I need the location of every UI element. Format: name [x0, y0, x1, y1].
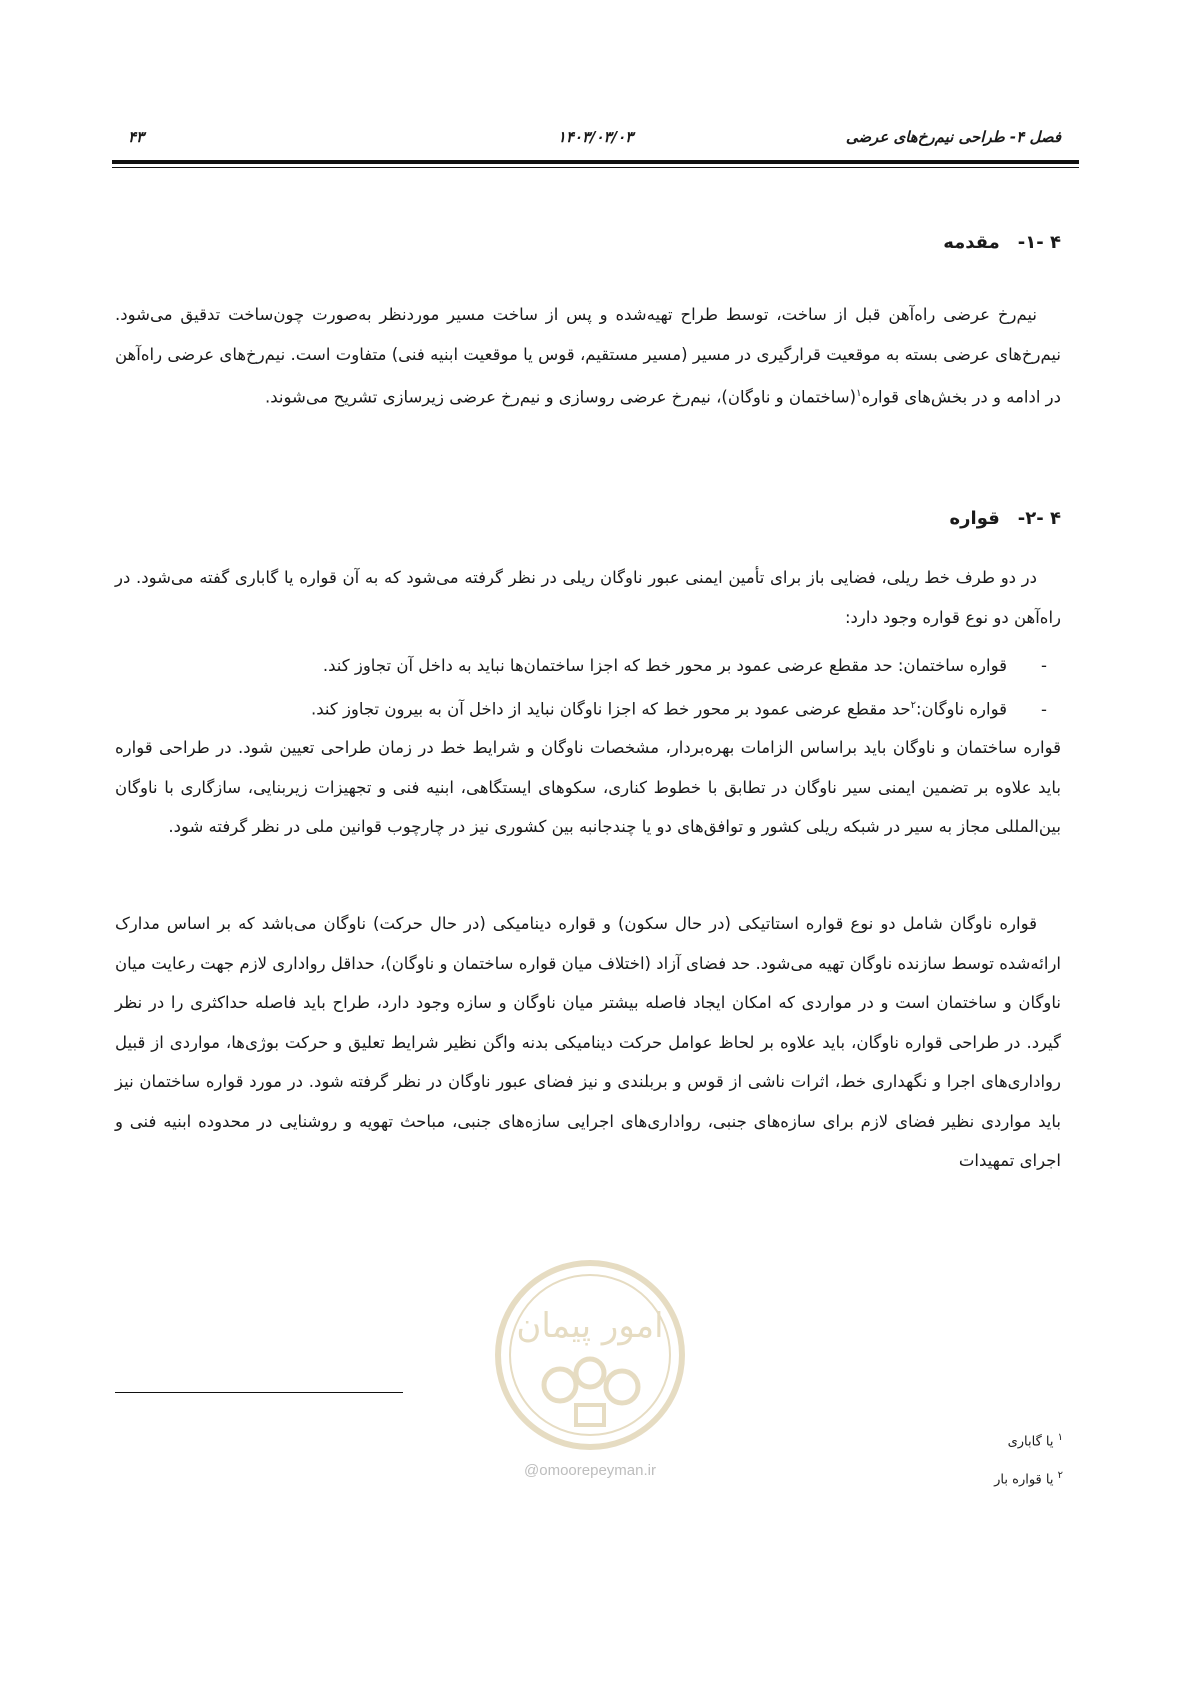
bullet-text: قواره ناوگان: [916, 699, 1007, 719]
footnote-ref: ۲ [910, 700, 916, 711]
bullet-item [115, 686, 1061, 729]
bullet-dash: - [1041, 699, 1047, 719]
header-rule-thick [112, 160, 1079, 164]
bullet-text: حد مقطع عرضی عمود بر محور خط که اجزا ناوگان نباید از داخل آن به بیرون تجاوز کند. [310, 699, 911, 719]
paragraph-text: نیم‌رخ عرضی راه‌آهن قبل از ساخت، توسط طراح تهیه‌شده و پس از ساخت مسیر موردنظر به‌صورت چون‌ساخت تدقیق می‌شود. نیم‌رخ‌های عرضی بسته به موقعیت قرارگیری در مسیر (مسیر مستقیم، قوس یا موقعیت ابنیه فنی) متفاوت است. نیم‌رخ‌های عرضی راه‌آهن در ادامه و در بخش‌های قواره [115, 305, 1061, 407]
chapter-title: فصل ۴- طراحی نیم‌رخ‌های عرضی [845, 128, 1061, 146]
section-number: ۴ -۱- [1017, 232, 1061, 253]
bullet-dash: - [1041, 656, 1047, 675]
section-title: قواره [949, 508, 1000, 529]
bullet-text: قواره ساختمان: حد مقطع عرضی عمود بر محور خط که اجزا ساختمان‌ها نباید به داخل آن تجاوز کند. [322, 656, 1007, 675]
watermark-url: @omoorepeyman.ir [524, 1462, 656, 1479]
paragraph-text: (ساختمان و ناوگان)، نیم‌رخ عرضی روسازی و نیم‌رخ عرضی زیرسازی تشریح می‌شوند. [264, 387, 857, 407]
section-heading-gauge [950, 508, 1061, 529]
header-rule-thin [112, 167, 1079, 168]
section-title: مقدمه [943, 232, 1000, 253]
header-date: ۱۴۰۳/۰۳/۰۳ [557, 128, 634, 146]
footnote-text: یا گاباری [1007, 1434, 1054, 1450]
footnote-separator [115, 1392, 403, 1393]
footnote-text: یا قواره بار [994, 1472, 1054, 1488]
bullet-item [115, 646, 1061, 685]
footnote-mark: ۱ [1057, 1432, 1063, 1443]
svg-text:امور پیمان: امور پیمان [516, 1306, 664, 1346]
watermark-logo [490, 1255, 690, 1455]
page-number: ۴۳ [128, 128, 145, 146]
gauge-intro-paragraph: در دو طرف خط ریلی، فضایی باز برای تأمین ایمنی عبور ناوگان ریلی در نظر گرفته می‌شود که به آن قواره یا گاباری گفته می‌شود. در راه‌آهن دو نوع قواره وجود دارد: [115, 568, 1061, 627]
section-heading-intro [943, 232, 1061, 253]
footnote-1 [1008, 1432, 1063, 1449]
body-paragraph: قواره ساختمان و ناوگان باید براساس الزامات بهره‌بردار، مشخصات ناوگان و شرایط خط در زمان طراحی تعیین شود. در طراحی قواره باید علاوه بر تضمین ایمنی سیر ناوگان در تطابق با خطوط کناری، سکوهای ایستگاهی، ابنیه فنی و تجهیزات زیربنایی، سازگاری با ناوگان بین‌المللی مجاز به سیر در شبکه ریلی کشور و توافق‌های دو یا چندجانبه بین کشوری نیز در چارچوب قوانین ملی در نظر گرفته شود. [115, 738, 1061, 836]
section-number: ۴ -۲- [1017, 508, 1061, 529]
body-paragraph: قواره ناوگان شامل دو نوع قواره استاتیکی (در حال سکون) و قواره دینامیکی (در حال حرکت) ناوگان می‌باشد که بر اساس مدارک ارائه‌شده توسط سازنده ناوگان تهیه می‌شود. حد فضای آزاد (اختلاف میان قواره ساختمان و ناوگان)، حداقل رواداری لازم جهت رعایت میان ناوگان و ساختمان است و در مواردی که امکان ایجاد فاصله بیشتر میان ناوگان و سازه وجود دارد، طراح باید فاصله حداکثری را در نظر گیرد. در طراحی قواره ناوگان، باید علاوه بر لحاظ عوامل حرکت دینامیکی بدنه واگن نظیر شرایط تعلیق و حرکت بوژی‌ها، مواردی از قبیل رواداری‌های اجرا و نگهداری خط، اثرات ناشی از قوس و بربلندی و نیز فضای عبور ناوگان در نظر گرفته شود. در مورد قواره ساختمان نیز باید مواردی نظیر فضای لازم برای سازه‌های جنبی، رواداری‌های اجرایی سازه‌های جنبی، مباحث تهویه و روشنایی در محدوده ابنیه فنی و اجرای تمهیدات [115, 914, 1061, 1170]
intro-paragraph [115, 295, 1061, 417]
footnote-2 [994, 1470, 1063, 1487]
footnote-ref: ۱ [856, 388, 862, 399]
footnote-mark: ۲ [1057, 1470, 1063, 1481]
